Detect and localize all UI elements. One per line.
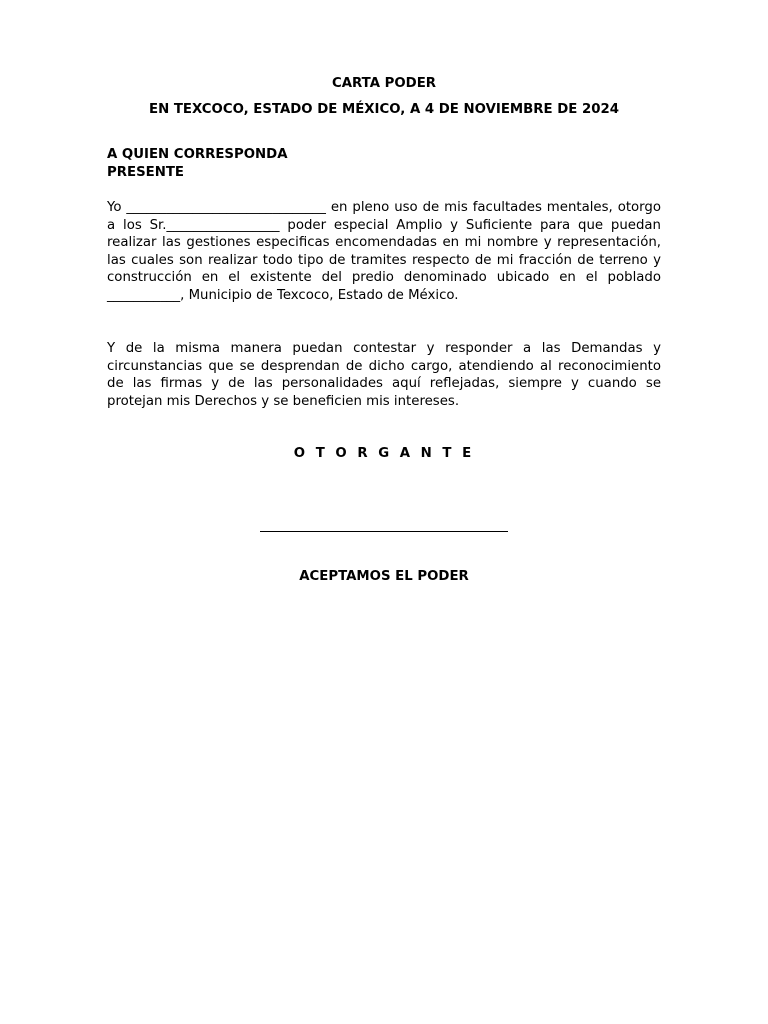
power-grant-paragraph: Yo ______________________________ en pleno uso de mis facultades mentales, otorgo a los Sr._________________ poder especial Amplio y Suficiente para que puedan realizar las gestiones especificas encomendadas en mi nombre y representación, las cuales son realizar todo tipo de tramites respecto de mi fracción de terreno y construcción en el existente del predio denominado ubicado en el poblado ___________, Municipio de Texcoco, Estado de México.	[107, 200, 661, 303]
document-title: CARTA PODER	[331, 76, 437, 91]
acceptance-label: ACEPTAMOS EL PODER	[299, 569, 469, 584]
signature-line	[260, 531, 508, 532]
grantor-label: O T O R G A N T E	[293, 446, 475, 461]
place-and-date: EN TEXCOCO, ESTADO DE MÉXICO, A 4 DE NOVIEMBRE DE 2024	[149, 102, 619, 117]
addressee-block	[107, 146, 661, 181]
scope-paragraph: Y de la misma manera puedan contestar y responder a las Demandas y circunstancias que se desprendan de dicho cargo, atendiendo al reconocimiento de las firmas y de las personalidades aquí reflejadas, siempre y cuando se protejan mis Derechos y se beneficien mis intereses.	[107, 341, 661, 409]
addressee-presente: PRESENTE	[107, 164, 185, 180]
addressee-line: A QUIEN CORRESPONDA	[107, 147, 288, 162]
